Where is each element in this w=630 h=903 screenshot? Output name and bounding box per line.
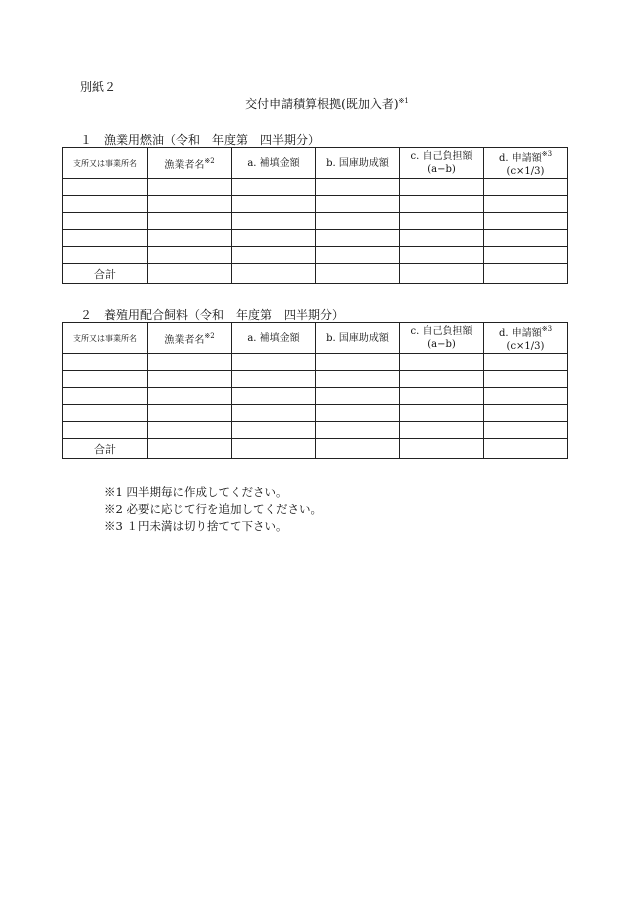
footnotes xyxy=(104,484,322,535)
table-cell xyxy=(316,196,400,213)
table-cell xyxy=(63,247,148,264)
table-cell xyxy=(148,230,232,247)
table-row xyxy=(63,247,568,264)
table-cell xyxy=(232,213,316,230)
table-cell xyxy=(316,439,400,459)
table-cell xyxy=(148,179,232,196)
table-cell xyxy=(400,247,484,264)
table-header-row xyxy=(63,148,568,179)
col-national: b. 国庫助成額 xyxy=(316,148,400,179)
table-cell xyxy=(484,247,568,264)
table-cell xyxy=(484,264,568,284)
col-fisher-mark: ※2 xyxy=(204,331,215,340)
table-cell xyxy=(400,405,484,422)
table-cell xyxy=(232,230,316,247)
table-cell xyxy=(400,422,484,439)
table-cell xyxy=(63,179,148,196)
section-1-heading: １ 漁業用燃油（令和 年度第 四半期分） xyxy=(80,133,321,147)
table-cell xyxy=(63,196,148,213)
col-apply-line1: d. 申請額 xyxy=(498,153,542,164)
table-cell xyxy=(400,230,484,247)
table-cell xyxy=(316,264,400,284)
table-row xyxy=(63,179,568,196)
table-cell xyxy=(400,213,484,230)
table-header-row xyxy=(63,323,568,354)
footnote-3: ※3 １円未満は切り捨てて下さい。 xyxy=(104,519,288,533)
table-cell xyxy=(316,422,400,439)
table-cell xyxy=(148,196,232,213)
col-branch: 支所又は事業所名 xyxy=(63,148,148,179)
table-cell xyxy=(63,371,148,388)
table-cell xyxy=(148,371,232,388)
col-apply xyxy=(484,323,568,354)
col-branch: 支所又は事業所名 xyxy=(63,323,148,354)
table-cell xyxy=(232,388,316,405)
col-self-line1: c. 自己負担額 xyxy=(410,326,473,337)
table-cell xyxy=(316,354,400,371)
col-fisher-mark: ※2 xyxy=(204,156,215,165)
table-cell xyxy=(400,354,484,371)
col-self-line2: (a−b) xyxy=(427,164,456,175)
table-cell xyxy=(316,213,400,230)
table-cell xyxy=(232,196,316,213)
col-apply-line2: (c×1/3) xyxy=(506,341,545,352)
table-cell xyxy=(316,179,400,196)
table-cell xyxy=(232,405,316,422)
table-cell xyxy=(484,422,568,439)
annex-label: 別紙２ xyxy=(80,80,117,94)
table-cell xyxy=(63,354,148,371)
table-cell xyxy=(316,371,400,388)
table-row xyxy=(63,405,568,422)
title-text: 交付申請積算根拠(既加入者) xyxy=(245,97,399,111)
table-cell xyxy=(232,264,316,284)
table-cell xyxy=(316,247,400,264)
table-cell xyxy=(484,196,568,213)
col-fisher xyxy=(148,323,232,354)
table-cell xyxy=(63,230,148,247)
table-cell xyxy=(400,264,484,284)
col-subsidy: a. 補填金額 xyxy=(232,148,316,179)
table-cell xyxy=(232,247,316,264)
col-self-line1: c. 自己負担額 xyxy=(410,151,473,162)
table-cell xyxy=(400,439,484,459)
table-cell xyxy=(400,371,484,388)
col-apply-line2: (c×1/3) xyxy=(506,166,545,177)
table-row xyxy=(63,422,568,439)
table-cell xyxy=(400,179,484,196)
total-label: 合計 xyxy=(63,264,148,284)
table-cell xyxy=(316,388,400,405)
footnote-1: ※1 四半期毎に作成してください。 xyxy=(104,485,288,499)
table-cell xyxy=(232,179,316,196)
fuel-table xyxy=(62,147,568,284)
table-cell xyxy=(484,405,568,422)
col-self xyxy=(400,323,484,354)
col-apply-line1: d. 申請額 xyxy=(498,328,542,339)
title-note-mark: ※1 xyxy=(398,97,409,105)
col-national: b. 国庫助成額 xyxy=(316,323,400,354)
col-self xyxy=(400,148,484,179)
col-subsidy: a. 補填金額 xyxy=(232,323,316,354)
document-title xyxy=(0,95,630,112)
col-self-line2: (a−b) xyxy=(427,339,456,350)
table-cell xyxy=(148,354,232,371)
total-row xyxy=(63,439,568,459)
table-row xyxy=(63,388,568,405)
total-row xyxy=(63,264,568,284)
table-cell xyxy=(148,213,232,230)
table-cell xyxy=(148,405,232,422)
feed-table xyxy=(62,322,568,459)
table-row xyxy=(63,371,568,388)
table-cell xyxy=(148,388,232,405)
col-fisher-label: 漁業者名 xyxy=(164,334,205,346)
col-apply xyxy=(484,148,568,179)
table-cell xyxy=(63,422,148,439)
table-cell xyxy=(484,439,568,459)
table-cell xyxy=(232,439,316,459)
total-label: 合計 xyxy=(63,439,148,459)
table-cell xyxy=(316,230,400,247)
table-cell xyxy=(484,354,568,371)
col-fisher-label: 漁業者名 xyxy=(164,159,205,171)
table-cell xyxy=(232,371,316,388)
col-fisher xyxy=(148,148,232,179)
table-cell xyxy=(484,371,568,388)
table-row xyxy=(63,354,568,371)
table-cell xyxy=(232,354,316,371)
table-cell xyxy=(148,422,232,439)
table-cell xyxy=(316,405,400,422)
table-cell xyxy=(484,388,568,405)
table-cell xyxy=(484,230,568,247)
table-cell xyxy=(484,213,568,230)
col-apply-mark: ※3 xyxy=(541,325,553,333)
table-row xyxy=(63,196,568,213)
table-cell xyxy=(148,247,232,264)
table-cell xyxy=(400,196,484,213)
footnote-2: ※2 必要に応じて行を追加してください。 xyxy=(104,502,322,516)
table-cell xyxy=(232,422,316,439)
table-cell xyxy=(63,388,148,405)
table-cell xyxy=(484,179,568,196)
section-2-heading: ２ 養殖用配合飼料（令和 年度第 四半期分） xyxy=(80,308,345,322)
table-cell xyxy=(148,264,232,284)
table-row xyxy=(63,230,568,247)
table-cell xyxy=(63,405,148,422)
table-cell xyxy=(400,388,484,405)
table-row xyxy=(63,213,568,230)
col-apply-mark: ※3 xyxy=(541,150,553,158)
table-cell xyxy=(148,439,232,459)
table-cell xyxy=(63,213,148,230)
